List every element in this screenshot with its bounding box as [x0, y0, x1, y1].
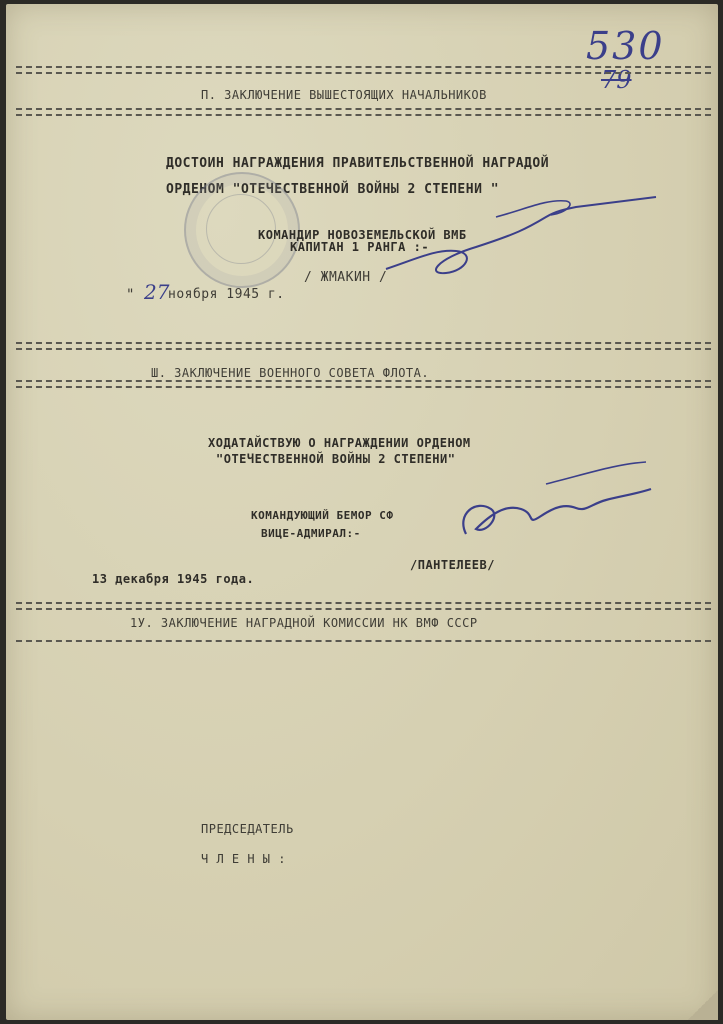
section3-petition-line1: ХОДАТАЙСТВУЮ О НАГРАЖДЕНИИ ОРДЕНОМ — [208, 436, 471, 450]
document-sheet — [6, 4, 718, 1020]
section3-signer-name: /ПАНТЕЛЕЕВ/ — [410, 558, 495, 572]
separator-line — [16, 66, 711, 74]
section2-date-rest: ноября 1945 г. — [168, 287, 285, 302]
section2-verdict-line1: ДОСТОИН НАГРАЖДЕНИЯ ПРАВИТЕЛЬСТВЕННОЙ НАГРАДОЙ — [166, 156, 550, 171]
signature-zhmakin — [376, 189, 666, 289]
separator-line — [16, 342, 711, 350]
separator-line — [16, 602, 711, 610]
section3-date: 13 декабря 1945 года. — [92, 572, 255, 586]
section3-petition-line2: "ОТЕЧЕСТВЕННОЙ ВОЙНЫ 2 СТЕПЕНИ" — [216, 452, 456, 466]
section2-verdict-line2: ОРДЕНОМ "ОТЕЧЕСТВЕННОЙ ВОЙНЫ 2 СТЕПЕНИ " — [166, 182, 500, 197]
archive-number-top: 530 — [586, 24, 665, 68]
signature-panteleev — [446, 454, 666, 564]
section2-date-quote: " — [126, 287, 135, 303]
archive-number-bottom: 79 — [601, 66, 632, 94]
separator-line — [16, 380, 711, 388]
section3-commander-line2: ВИЦЕ-АДМИРАЛ:- — [261, 527, 361, 540]
section2-signer-name: / ЖМАКИН / — [304, 270, 388, 285]
separator-line — [16, 640, 711, 642]
section2-commander-line2: КАПИТАН 1 РАНГА :- — [290, 240, 430, 254]
chairman-label: ПРЕДСЕДАТЕЛЬ — [201, 822, 294, 836]
section2-heading: П. ЗАКЛЮЧЕНИЕ ВЫШЕСТОЯЩИХ НАЧАЛЬНИКОВ — [201, 88, 487, 102]
members-label: Ч Л Е Н Ы : — [201, 852, 286, 866]
separator-line — [16, 108, 711, 116]
section3-heading: Ш. ЗАКЛЮЧЕНИЕ ВОЕННОГО СОВЕТА ФЛОТА. — [151, 366, 430, 380]
section4-heading: 1У. ЗАКЛЮЧЕНИЕ НАГРАДНОЙ КОМИССИИ НК ВМФ СССР — [130, 616, 478, 630]
page-corner-fold — [688, 990, 718, 1020]
section2-commander-line1: КОМАНДИР НОВОЗЕМЕЛЬСКОЙ ВМБ — [258, 228, 467, 242]
section2-date-day: 27 — [144, 280, 170, 304]
section3-commander-line1: КОМАНДУЮЩИЙ БЕМОР СФ — [251, 509, 394, 522]
